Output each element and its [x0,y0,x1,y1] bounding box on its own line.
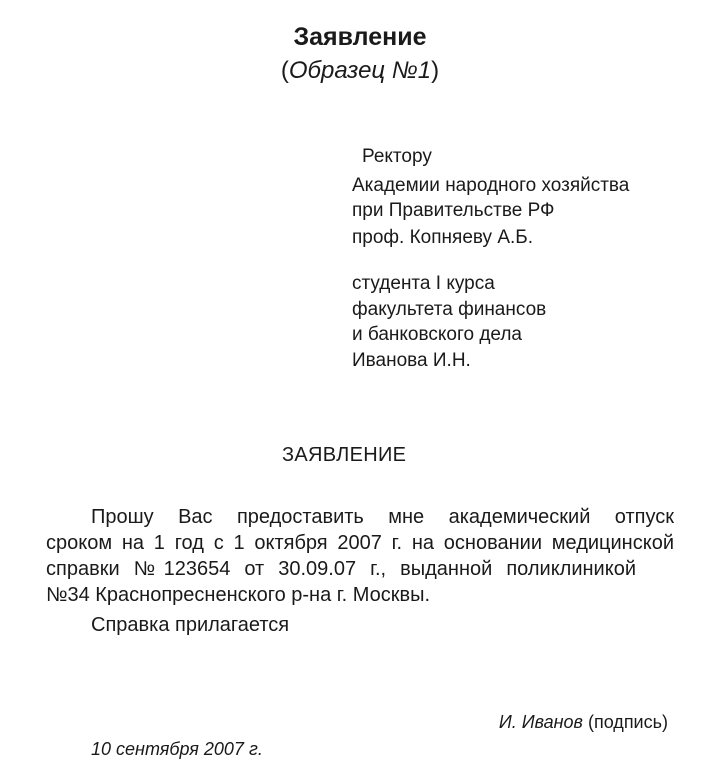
subtitle-sample-label: Образец №1 [288,57,432,84]
addressee-line: при Правительстве РФ [352,200,555,221]
subtitle-close-paren: ) [431,57,440,84]
addressee-line: проф. Копняеву А.Б. [352,227,534,248]
addressee-line: Академии народного хозяйства [352,175,630,196]
sender-line: и банковского дела [352,324,522,345]
signature-name: И. Иванов [498,712,583,732]
body-line: №34 Краснопресненского р-на г. Москвы. [46,584,431,606]
addressee-position: Ректору [362,146,432,167]
signature-note: (подпись) [587,712,668,732]
attachment-note: Справка прилагается [91,614,290,636]
sender-line: студента I курса [352,273,495,294]
statement-body [46,504,674,608]
body-line: Прошу Вас предоставить мне академический отпуск [91,506,674,528]
statement-heading: ЗАЯВЛЕНИЕ [282,444,407,466]
sender-name: Иванова И.Н. [352,350,471,371]
body-line: справки №123654 от 30.09.07 г., выданной поликлиникой [46,558,636,580]
sender-line: факультета финансов [352,299,547,320]
body-line: сроком на 1 год с 1 октября 2007 г. на основании медицинской [46,532,674,554]
document-subtitle [0,56,720,86]
subtitle-open-paren: ( [280,57,289,84]
document-date: 10 сентября 2007 г. [91,739,263,759]
signature-block [499,710,668,734]
document-title: Заявление [293,23,427,51]
